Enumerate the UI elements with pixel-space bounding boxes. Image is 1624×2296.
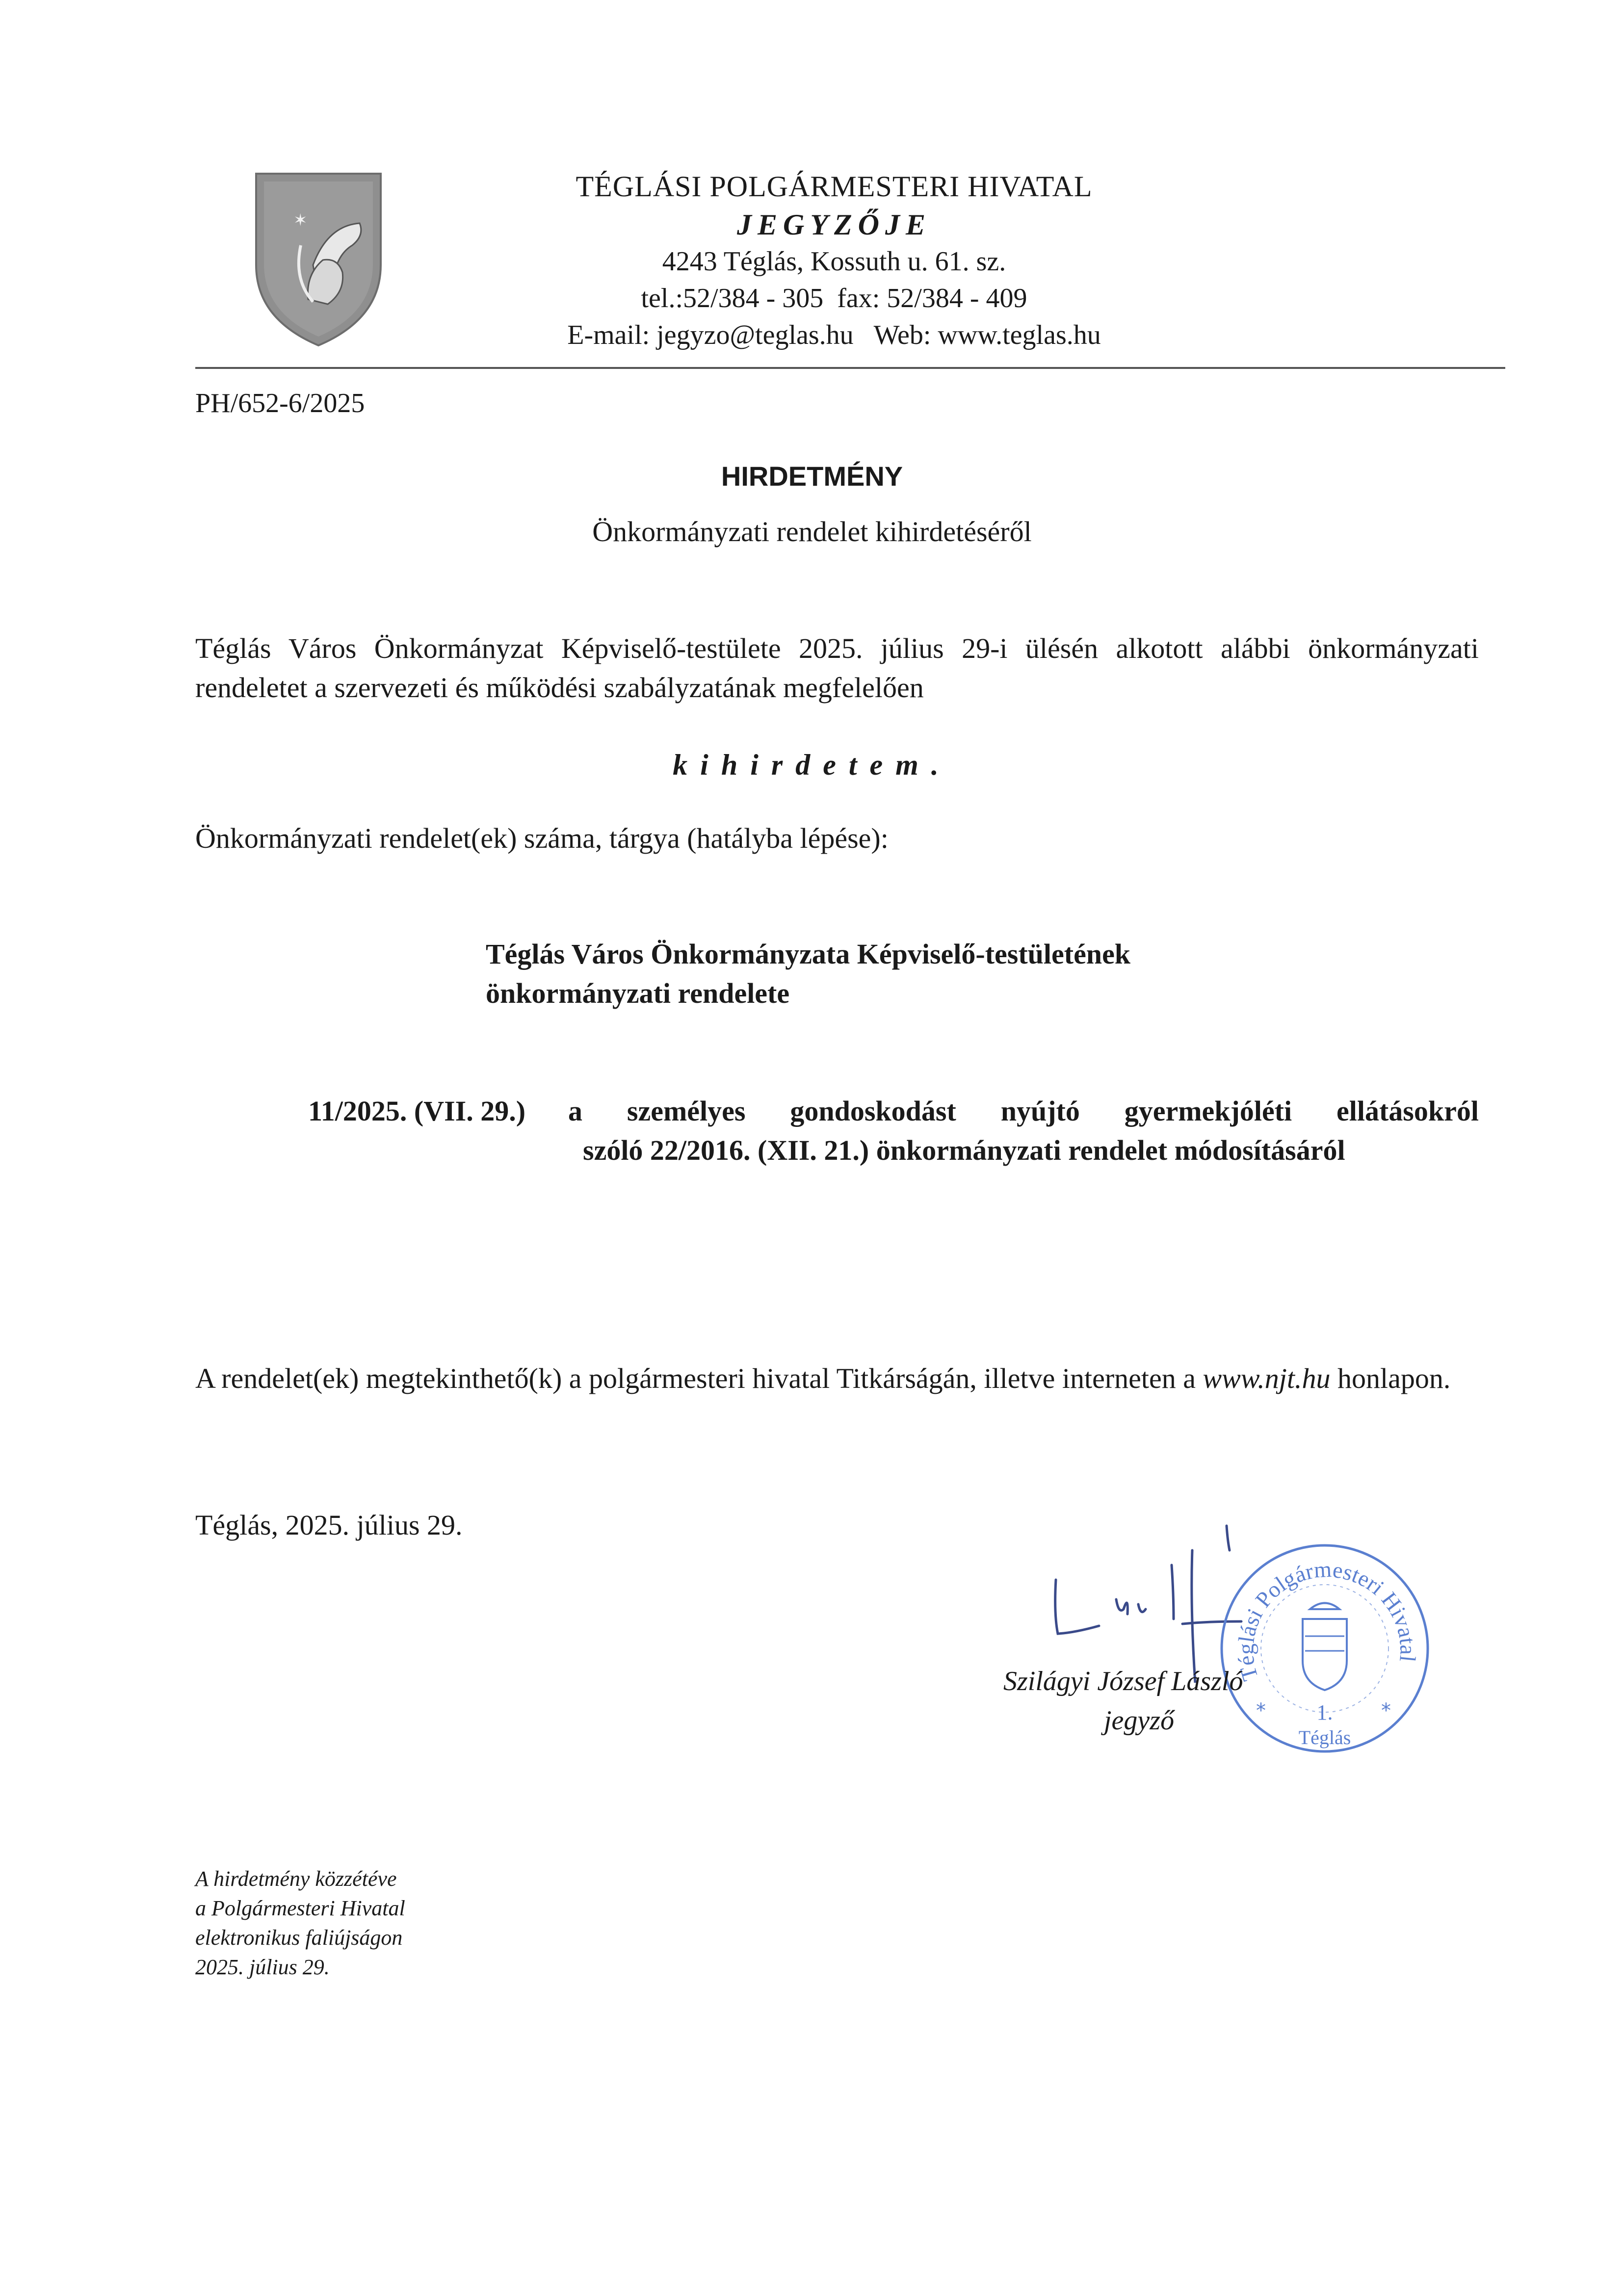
regulation-heading-line1: Téglás Város Önkormányzata Képviselő-testületének xyxy=(486,938,1131,970)
publication-note-line4: 2025. július 29. xyxy=(195,1955,330,1979)
publication-note-line1: A hirdetmény közzétéve xyxy=(195,1867,397,1891)
availability-text: A rendelet(ek) megtekinthető(k) a polgármesteri hivatal Titkárságán, illetve interneten a xyxy=(195,1362,1196,1394)
publication-note xyxy=(195,1864,405,1982)
organization-name: TÉGLÁSI POLGÁRMESTERI HIVATAL xyxy=(576,170,1093,203)
organization-title: JEGYZŐJE xyxy=(737,209,931,241)
svg-text:✶: ✶ xyxy=(293,210,308,230)
svg-text:*: * xyxy=(1256,1699,1266,1722)
letterhead xyxy=(343,167,1325,354)
email-web: E-mail: jegyzo@teglas.hu Web: www.teglas.hu xyxy=(567,320,1101,350)
availability-suffix: honlapon. xyxy=(1330,1362,1451,1394)
official-stamp-icon xyxy=(1212,1536,1438,1761)
stamp-number: 1. xyxy=(1316,1700,1333,1724)
regulation-title-line2: szóló 22/2016. (XII. 21.) önkormányzati rendelet módosításáról xyxy=(583,1134,1345,1166)
publication-note-line2: a Polgármesteri Hivatal xyxy=(195,1896,405,1920)
regulation-number: 11/2025. (VII. 29.) xyxy=(308,1095,526,1127)
signatory-name: Szilágyi József László xyxy=(1003,1666,1243,1696)
signatory-role: jegyző xyxy=(1104,1705,1175,1736)
reference-number: PH/652-6/2025 xyxy=(195,388,365,418)
phone-fax: tel.:52/384 - 305 fax: 52/384 - 409 xyxy=(641,283,1027,313)
regulation-heading xyxy=(486,935,1130,1013)
intro-paragraph: Téglás Város Önkormányzat Képviselő-testülete 2025. július 29-i ülésén alkotott alábbi önkormányzati rendeletet a szervezeti és működési szabályzatának megfelelően xyxy=(195,632,1479,704)
stamp-text: Téglási Polgármesteri Hivatal xyxy=(1233,1556,1421,1684)
svg-text:*: * xyxy=(1381,1699,1391,1722)
notice-title: HIRDETMÉNY xyxy=(721,461,903,492)
date-line: Téglás, 2025. július 29. xyxy=(195,1509,463,1541)
publication-note-line3: elektronikus faliújságon xyxy=(195,1926,403,1950)
regulation-title-line1: a személyes gondoskodást nyújtó gyermekjóléti ellátásokról xyxy=(568,1095,1479,1127)
svg-text:Téglási Polgármesteri Hivatal xyxy=(1233,1557,1420,1684)
stamp-town: Téglás xyxy=(1298,1726,1351,1748)
address: 4243 Téglás, Kossuth u. 61. sz. xyxy=(662,246,1006,277)
availability-paragraph xyxy=(195,1359,1479,1398)
proclamation: kihirdetem. xyxy=(673,749,951,781)
letterhead-divider xyxy=(195,367,1505,369)
regulation-heading-line2: önkormányzati rendelete xyxy=(486,977,790,1009)
notice-subtitle: Önkormányzati rendelet kihirdetéséről xyxy=(592,516,1032,548)
njt-link[interactable]: www.njt.hu xyxy=(1203,1362,1331,1394)
regulation-list-label: Önkormányzati rendelet(ek) száma, tárgya (hatályba lépése): xyxy=(195,822,889,854)
